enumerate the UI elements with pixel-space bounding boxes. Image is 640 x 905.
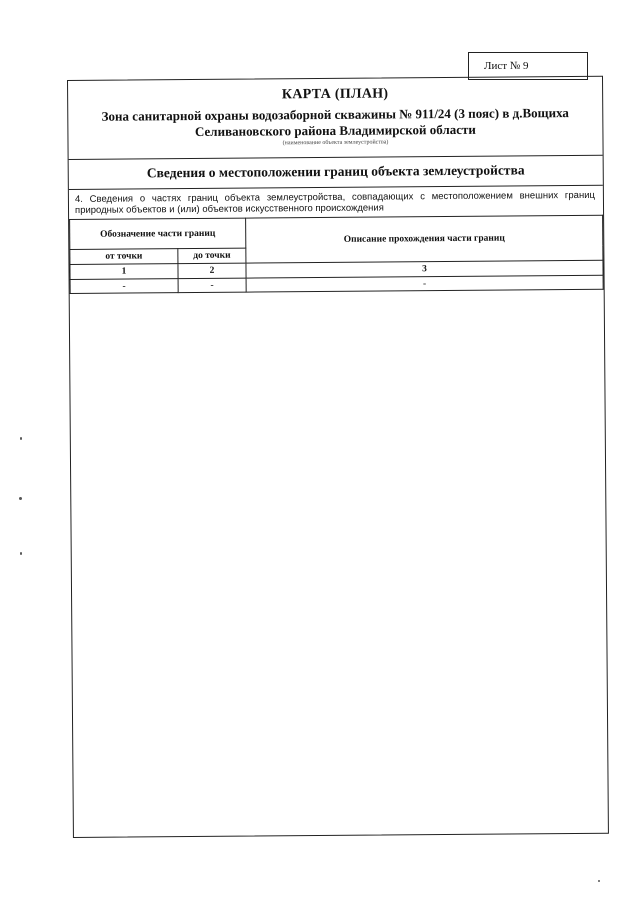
column-number: 1 <box>70 264 178 280</box>
sheet-number: Лист № 9 <box>484 60 529 72</box>
object-name: Зона санитарной охраны водозаборной скважины № 911/24 (3 пояс) в д.Вощиха Селивановского района Владимирской области <box>101 105 569 139</box>
from-point-cell: - <box>70 279 178 294</box>
scan-speck <box>20 552 22 555</box>
column-number: 2 <box>178 263 246 279</box>
section-note: 4. Сведения о частях границ объекта землеустройства, совпадающих с местоположением внешних границ природных объектов и (или) объектов искусственного происхождения <box>74 189 595 216</box>
section-header <box>69 155 603 190</box>
table-row <box>70 275 603 293</box>
description-header: Описание прохождения части границ <box>246 215 603 263</box>
document-title: КАРТА (ПЛАН) <box>281 86 389 103</box>
from-point-header: от точки <box>70 249 178 265</box>
scan-speck <box>598 880 600 882</box>
scan-speck <box>19 497 22 500</box>
header-block <box>68 77 603 160</box>
boundary-parts-table <box>69 215 604 294</box>
scan-speck <box>20 437 22 440</box>
document-frame <box>67 76 609 838</box>
to-point-header: до точки <box>178 248 246 264</box>
column-number: 3 <box>246 260 603 278</box>
object-name-caption: (наименование объекта землеустройства) <box>282 139 389 147</box>
to-point-cell: - <box>178 278 246 293</box>
section-title: Сведения о местоположении границ объекта землеустройства <box>146 162 525 181</box>
description-cell: - <box>246 275 603 292</box>
group-header: Обозначение части границ <box>70 218 246 249</box>
